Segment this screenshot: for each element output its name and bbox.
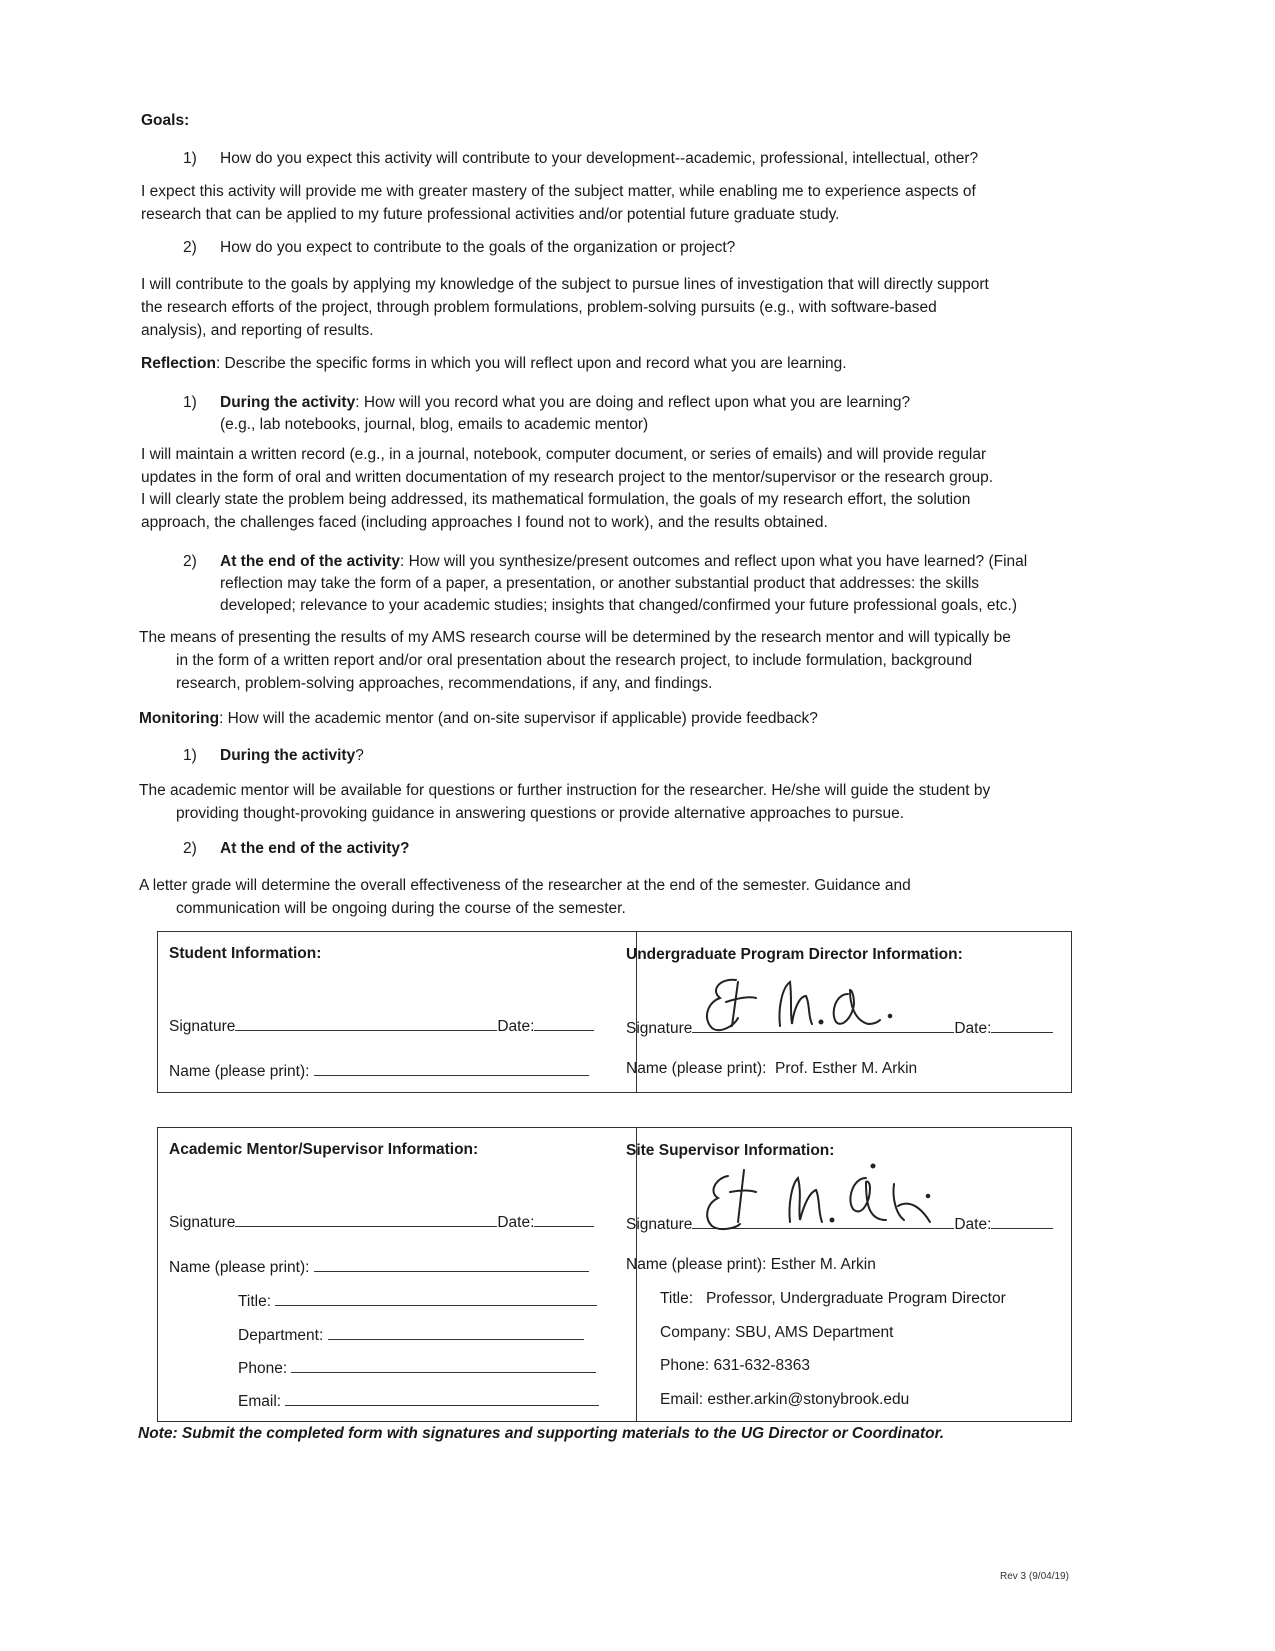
- department-label: Department:: [238, 1327, 324, 1344]
- name-label: Name (please print):: [626, 1060, 767, 1077]
- question-text: : How will you synthesize/present outcomes and reflect upon what you have learned? (Final: [400, 553, 1028, 570]
- mentor-date-field[interactable]: [534, 1210, 594, 1227]
- email-label: Email:: [238, 1393, 282, 1410]
- student-signature-row: [169, 1014, 594, 1036]
- answer-line: updates in the form of oral and written documentation of my research project to the mentor/supervisor or the research group.: [141, 468, 994, 486]
- question-bold-label: During the activity: [220, 394, 356, 411]
- signature-label: Signature: [626, 1020, 693, 1037]
- monitoring-intro-text: : How will the academic mentor (and on-site supervisor if applicable) provide feedback?: [219, 710, 818, 727]
- question-bold-label: At the end of the activity?: [220, 840, 410, 857]
- mentor-email-field[interactable]: [285, 1389, 599, 1406]
- question-number: 2): [183, 840, 197, 857]
- mentor-name-row: [169, 1255, 589, 1277]
- site-name-value: Esther M. Arkin: [770, 1256, 876, 1273]
- answer-line: I will clearly state the problem being addressed, its mathematical formulation, the goals of my research effort, the solution: [141, 491, 971, 508]
- question-number: 1): [183, 394, 197, 411]
- site-date-field[interactable]: [991, 1212, 1053, 1229]
- mentor-signature-row: [169, 1210, 594, 1232]
- site-company-value: SBU, AMS Department: [734, 1324, 894, 1341]
- monitoring-intro: [139, 710, 818, 728]
- answer-line: research, problem-solving approaches, recommendations, if any, and findings.: [176, 675, 713, 692]
- name-label: Name (please print):: [169, 1259, 310, 1276]
- date-label: Date:: [954, 1020, 992, 1037]
- question-text-line2: (e.g., lab notebooks, journal, blog, emails to academic mentor): [220, 416, 649, 433]
- question-text-line3: developed; relevance to your academic studies; insights that changed/confirmed your future professional goals, etc.): [220, 597, 1017, 614]
- answer-line: The academic mentor will be available for questions or further instruction for the researcher. He/she will guide the student by: [139, 782, 991, 799]
- signature-label: Signature: [626, 1216, 693, 1233]
- question-bold-label: At the end of the activity: [220, 553, 400, 570]
- phone-label: Phone:: [660, 1357, 710, 1374]
- director-name-value: Prof. Esther M. Arkin: [775, 1060, 918, 1077]
- answer-line: I will maintain a written record (e.g., in a journal, notebook, computer document, or series of emails) and will provide regular: [141, 446, 987, 463]
- mentor-title-row: [238, 1289, 597, 1311]
- signature-box-1: [157, 931, 1072, 1093]
- signature-label: Signature: [169, 1018, 236, 1035]
- answer-line: analysis), and reporting of results.: [141, 322, 374, 339]
- mentor-heading: Academic Mentor/Supervisor Information:: [169, 1141, 479, 1158]
- mentor-phone-field[interactable]: [291, 1356, 596, 1373]
- answer-line: communication will be ongoing during the course of the semester.: [176, 900, 626, 917]
- student-signature-field[interactable]: [235, 1014, 497, 1031]
- site-name-row: [626, 1256, 876, 1274]
- answer-line: I will contribute to the goals by applying my knowledge of the subject to pursue lines of investigation that will directly support: [141, 276, 989, 293]
- answer-line: research that can be applied to my future professional activities and/or potential future graduate study.: [141, 206, 840, 223]
- site-signature-image: [698, 1162, 958, 1234]
- mentor-signature-field[interactable]: [235, 1210, 497, 1227]
- student-name-row: [169, 1059, 589, 1081]
- student-date-field[interactable]: [534, 1014, 594, 1031]
- email-label: Email:: [660, 1391, 704, 1408]
- director-date-field[interactable]: [991, 1016, 1053, 1033]
- director-signature-image: [698, 968, 938, 1038]
- student-name-field[interactable]: [314, 1059, 589, 1076]
- mentor-department-field[interactable]: [328, 1323, 584, 1340]
- monitoring-answer-2: [139, 874, 911, 920]
- revision-label: Rev 3 (9/04/19): [1000, 1571, 1069, 1582]
- name-label: Name (please print):: [169, 1063, 310, 1080]
- title-label: Title:: [660, 1290, 694, 1307]
- director-heading: Undergraduate Program Director Information:: [626, 946, 963, 963]
- answer-line: The means of presenting the results of my AMS research course will be determined by the research mentor and will typically be: [139, 629, 1011, 646]
- title-label: Title:: [238, 1293, 272, 1310]
- date-label: Date:: [497, 1018, 535, 1035]
- question-text-line2: reflection may take the form of a paper, a presentation, or another substantial product that addresses: the skills: [220, 575, 980, 592]
- mentor-phone-row: [238, 1356, 596, 1378]
- site-title-value: Professor, Undergraduate Program Director: [705, 1290, 1006, 1307]
- monitoring-label: Monitoring: [139, 710, 220, 727]
- date-label: Date:: [497, 1214, 535, 1231]
- student-heading: Student Information:: [169, 945, 322, 962]
- box-divider: [636, 1128, 637, 1421]
- question-number: 2): [183, 553, 197, 570]
- question-text: : How will you record what you are doing and reflect upon what you are learning?: [355, 394, 911, 411]
- phone-label: Phone:: [238, 1360, 288, 1377]
- reflection-answer-2: [139, 626, 1011, 695]
- answer-line: the research efforts of the project, through problem formulations, problem-solving pursuits (e.g., with software-based: [141, 299, 937, 316]
- answer-line: A letter grade will determine the overall effectiveness of the researcher at the end of the semester. Guidance and: [139, 877, 911, 894]
- site-phone-row: [660, 1357, 810, 1375]
- goals-answer-2: [141, 273, 1131, 342]
- site-email-row: [660, 1391, 909, 1409]
- answer-line: approach, the challenges faced (including approaches I found not to work), and the results obtained.: [141, 513, 828, 531]
- site-title-row: [660, 1290, 1006, 1308]
- date-label: Date:: [954, 1216, 992, 1233]
- question-bold-label: During the activity: [220, 747, 356, 764]
- reflection-intro-text: : Describe the specific forms in which you will reflect upon and record what you are learning.: [215, 355, 847, 372]
- mentor-name-field[interactable]: [314, 1255, 589, 1272]
- name-label: Name (please print):: [626, 1256, 767, 1273]
- signature-label: Signature: [169, 1214, 236, 1231]
- goals-heading: Goals:: [141, 112, 190, 129]
- site-company-row: [660, 1324, 893, 1342]
- answer-line: providing thought-provoking guidance in answering questions or provide alternative approaches to pursue.: [176, 805, 905, 822]
- answer-line: I expect this activity will provide me with greater mastery of the subject matter, while enabling me to experience aspects of: [141, 183, 976, 200]
- submission-note: Note: Submit the completed form with signatures and supporting materials to the UG Director or Coordinator.: [138, 1425, 945, 1442]
- answer-line: in the form of a written report and/or oral presentation about the research project, to include formulation, background: [176, 652, 973, 669]
- mentor-email-row: [238, 1389, 599, 1411]
- question-text: ?: [355, 747, 364, 764]
- question-number: 1): [183, 150, 197, 167]
- reflection-answer-1: [141, 444, 1131, 534]
- mentor-title-field[interactable]: [275, 1289, 597, 1306]
- director-name-row: [626, 1060, 917, 1078]
- reflection-label: Reflection: [141, 355, 216, 372]
- site-phone-value: 631-632-8363: [713, 1357, 810, 1374]
- question-number: 1): [183, 747, 197, 764]
- mentor-department-row: [238, 1323, 584, 1345]
- reflection-intro: [141, 355, 847, 373]
- question-text: How do you expect to contribute to the goals of the organization or project?: [220, 239, 736, 256]
- company-label: Company:: [660, 1324, 731, 1341]
- site-heading: Site Supervisor Information:: [626, 1142, 835, 1159]
- question-text: How do you expect this activity will contribute to your development--academic, professional, intellectual, other?: [220, 150, 979, 167]
- goals-answer-1: [141, 180, 1131, 226]
- signature-box-2: [157, 1127, 1072, 1422]
- question-number: 2): [183, 239, 197, 256]
- site-email-value[interactable]: esther.arkin@stonybrook.edu: [707, 1391, 910, 1408]
- monitoring-answer-1: [139, 779, 990, 825]
